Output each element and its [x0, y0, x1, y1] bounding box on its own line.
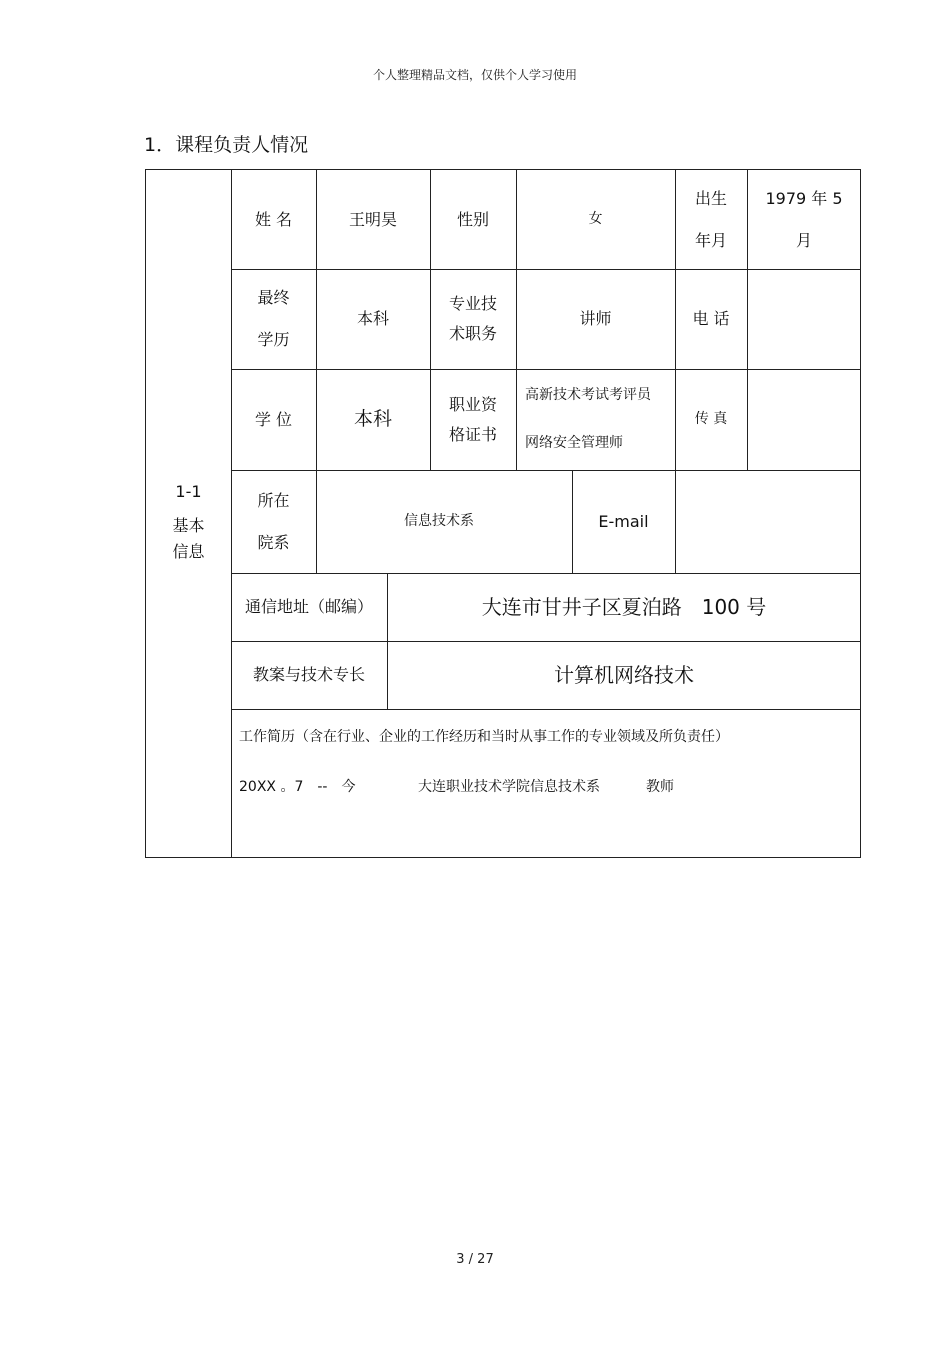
degree-label: 学 位 — [254, 409, 293, 429]
resume-organization: 大连职业技术学院信息技术系 — [418, 779, 600, 795]
page-number: 3 / 27 — [456, 1252, 494, 1267]
section-line2: 信息 — [172, 541, 205, 561]
education-value: 本科 — [356, 309, 389, 328]
certificate-value-line2: 网络安全管理师 — [525, 434, 623, 451]
section-title: 1．课程负责人情况 — [144, 134, 309, 156]
birth-label-line2: 年月 — [694, 230, 727, 250]
gender-value: 女 — [588, 210, 603, 227]
section-line1: 基本 — [172, 515, 205, 535]
phone-label: 电 话 — [692, 309, 730, 328]
email-value — [675, 470, 861, 573]
resume-period: 20XX 。7 -- 今 — [239, 779, 356, 795]
name-value: 王明昊 — [348, 209, 397, 229]
department-value: 信息技术系 — [404, 512, 474, 529]
specialty-value: 计算机网络技术 — [554, 662, 694, 687]
phone-value — [747, 269, 861, 369]
certificate-value — [516, 369, 675, 470]
birth-label-line1: 出生 — [694, 188, 727, 208]
specialty-label: 教案与技术专长 — [252, 665, 365, 684]
email-label: E-mail — [598, 511, 649, 531]
resume-role: 教师 — [646, 779, 674, 795]
degree-value: 本科 — [353, 407, 392, 430]
certificate-label-line2: 格证书 — [448, 424, 497, 444]
birth-value-line2: 月 — [795, 230, 812, 250]
job-title-value: 讲师 — [579, 309, 612, 328]
section-number: 1-1 — [175, 481, 202, 501]
department-label-line1: 所在 — [257, 490, 290, 510]
job-title-label-line1: 专业技 — [448, 294, 497, 313]
department-label-line2: 院系 — [257, 532, 290, 552]
resume-label: 工作简历（含在行业、企业的工作经历和当时从事工作的专业领域及所负责任） — [239, 729, 729, 745]
gender-label: 性别 — [456, 209, 489, 229]
birth-value — [747, 170, 861, 269]
name-label: 姓 名 — [254, 209, 293, 229]
certificate-value-line1: 高新技术考试考评员 — [525, 387, 651, 403]
address-label: 通信地址（邮编） — [244, 597, 373, 616]
job-title-label-line2: 术职务 — [448, 324, 497, 343]
info-table — [145, 169, 861, 858]
education-label-line2: 学历 — [257, 330, 290, 349]
certificate-label-line1: 职业资 — [448, 394, 497, 414]
resume-entry — [239, 776, 839, 796]
birth-value-line1: 1979 年 5 — [765, 188, 843, 208]
department-label — [231, 470, 316, 573]
education-label-line1: 最终 — [257, 288, 290, 307]
page-header: 个人整理精品文档，仅供个人学习使用 — [372, 68, 577, 82]
address-value: 大连市甘井子区夏泊路 100 号 — [481, 594, 767, 619]
fax-value — [747, 369, 861, 470]
birth-label — [675, 170, 747, 269]
fax-label: 传 真 — [694, 410, 728, 427]
certificate-label — [430, 369, 516, 470]
education-label — [231, 269, 316, 369]
section-label — [146, 470, 231, 573]
job-title-label — [430, 269, 516, 369]
